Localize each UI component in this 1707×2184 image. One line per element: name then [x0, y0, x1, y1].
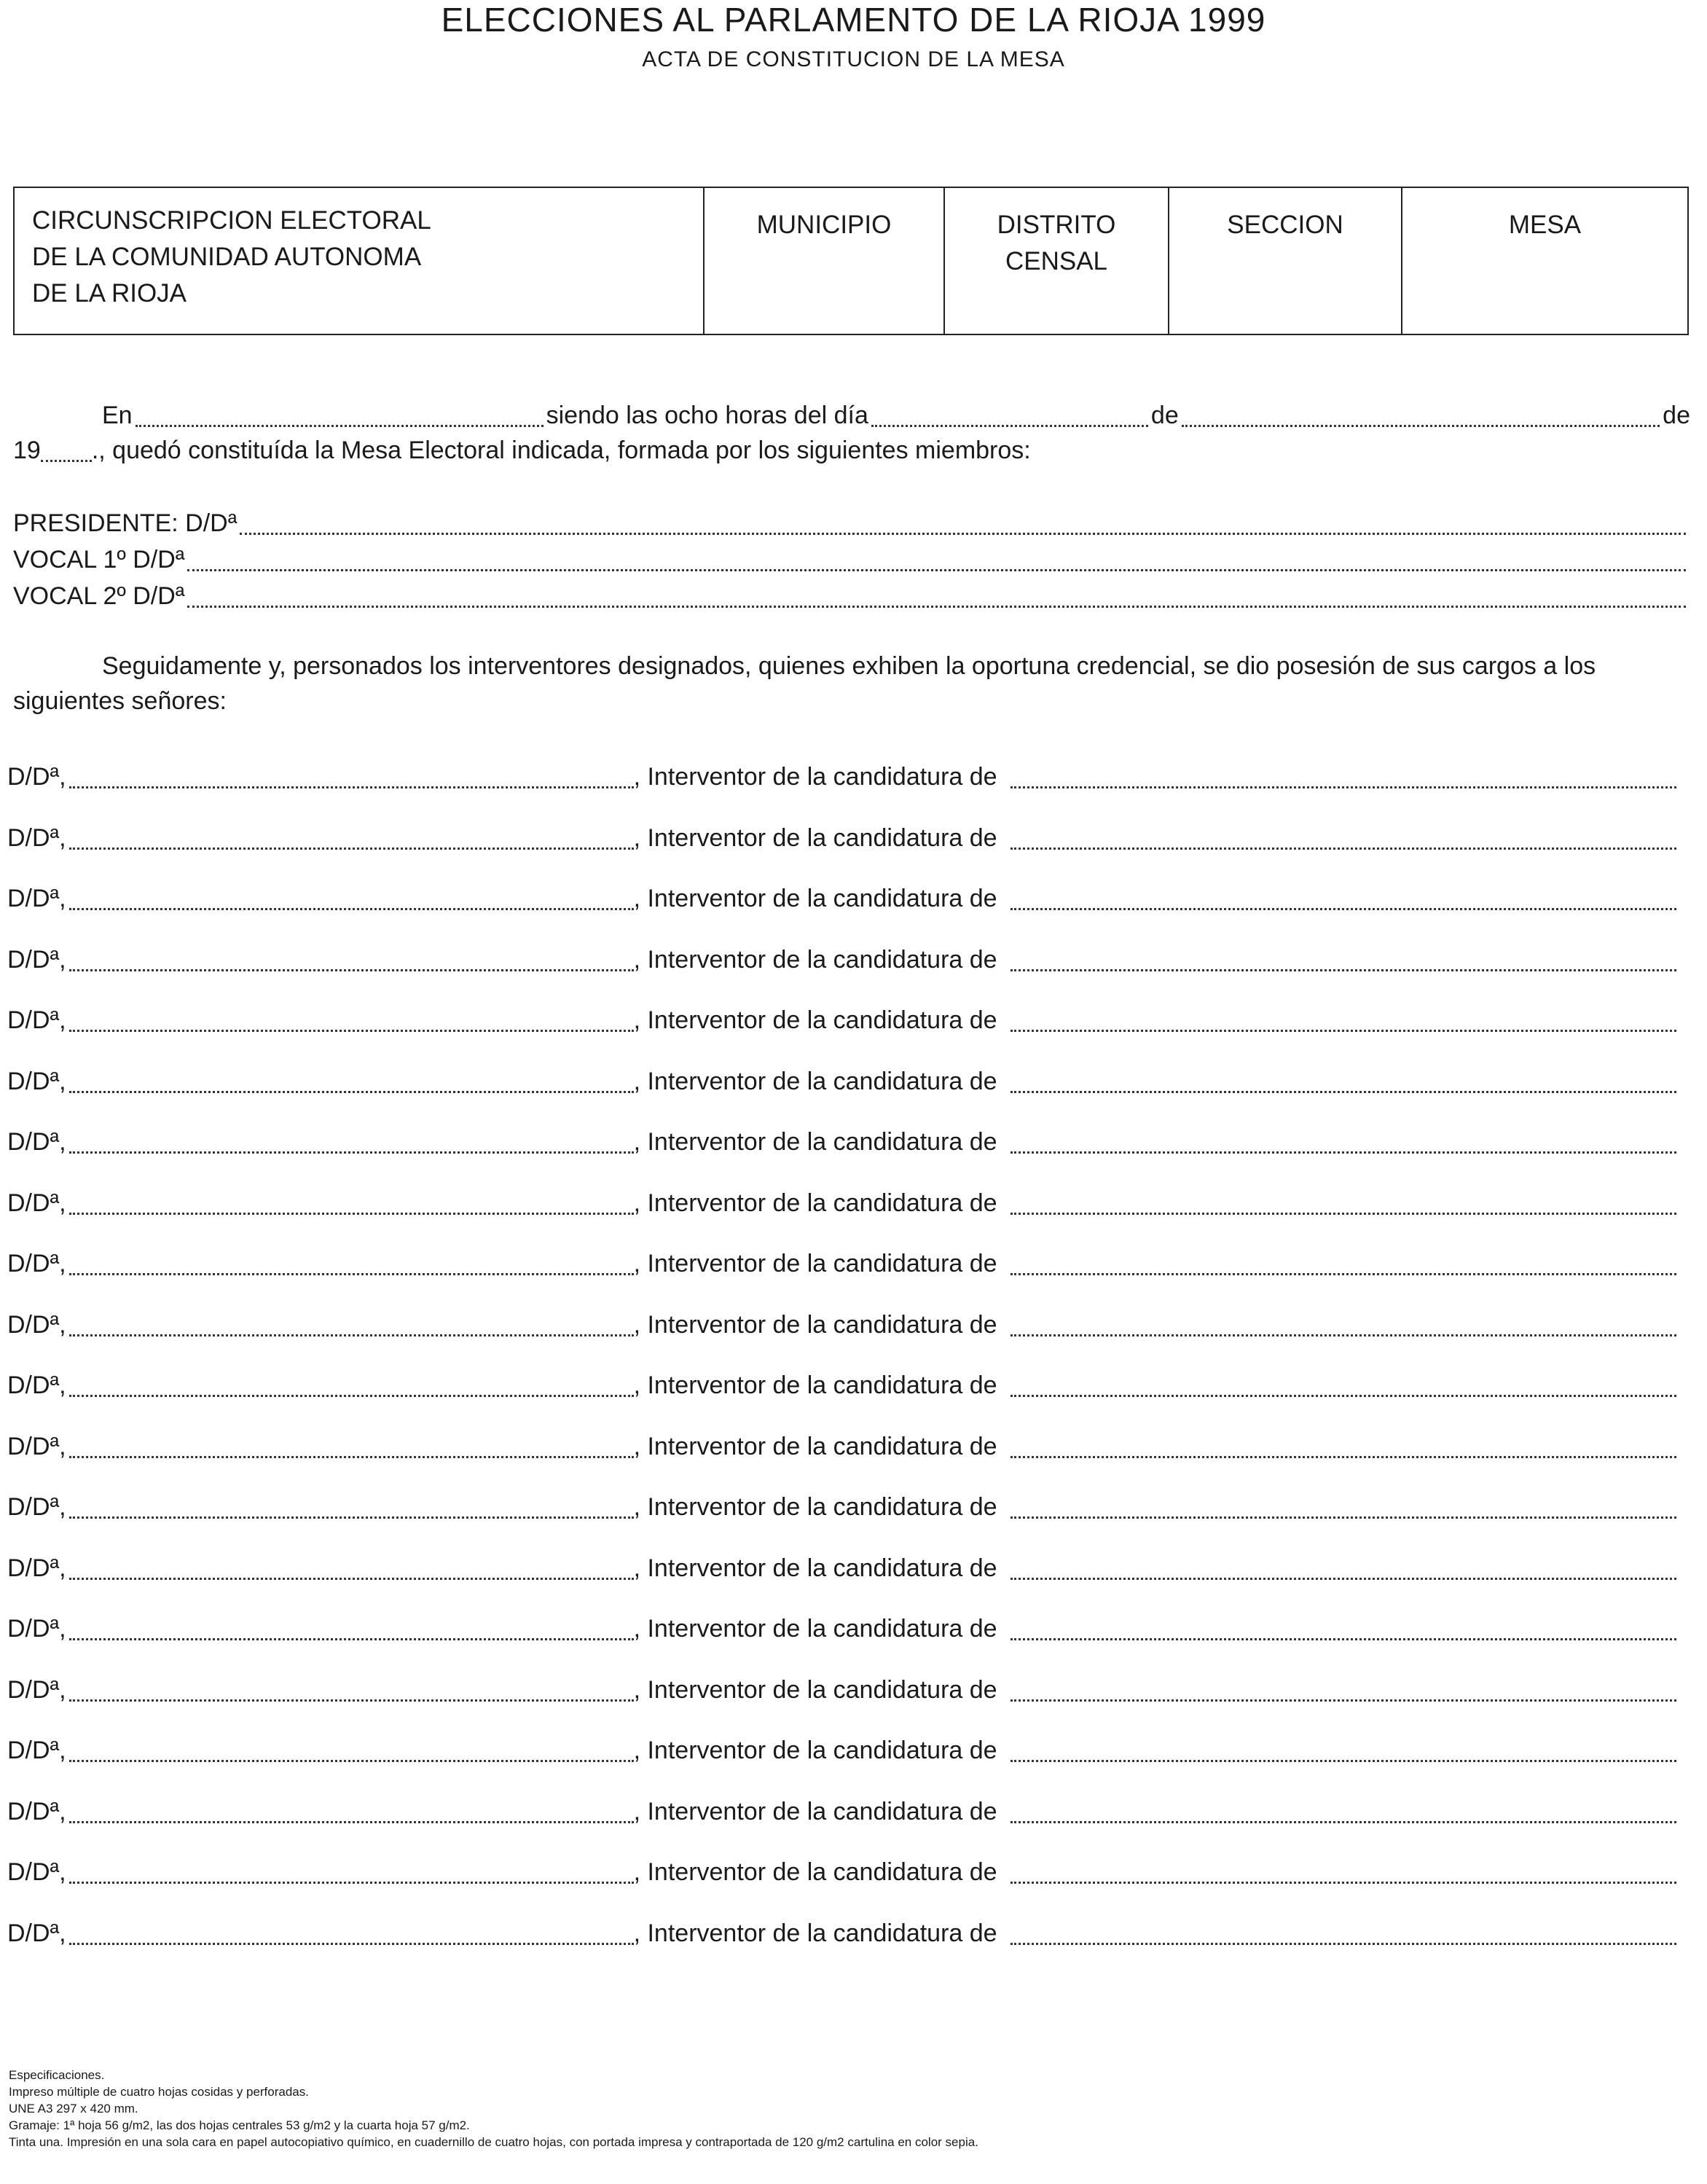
presidente-field[interactable] [240, 533, 1686, 535]
vocal2-field[interactable] [187, 606, 1686, 608]
interventor-prefix: D/Dª, [7, 1858, 66, 1886]
interventor-name-field[interactable] [69, 1943, 634, 1945]
en-label: En [102, 402, 133, 429]
interventor-row [7, 822, 1679, 854]
interventor-name-field[interactable] [69, 1213, 634, 1215]
interventor-name-field[interactable] [69, 1578, 634, 1580]
interventor-row [7, 1917, 1679, 1949]
interventor-name-field[interactable] [69, 1882, 634, 1884]
interventor-name-field[interactable] [69, 786, 634, 788]
candidatura-field[interactable] [1011, 1760, 1676, 1762]
interventor-label: , Interventor de la candidatura de [633, 1189, 997, 1217]
interventor-label: , Interventor de la candidatura de [633, 1676, 997, 1704]
candidatura-field[interactable] [1011, 1638, 1676, 1640]
interventor-name-field[interactable] [69, 848, 634, 850]
mesa-label: MESA [1508, 211, 1582, 239]
interventor-name-field[interactable] [69, 1334, 634, 1336]
interventor-row [7, 1126, 1679, 1158]
interventor-label: , Interventor de la candidatura de [633, 1858, 997, 1886]
specs-line-3: Gramaje: 1ª hoja 56 g/m2, las dos hojas centrales 53 g/m2 y la cuarta hoja 57 g/m2. [9, 2118, 470, 2132]
interventor-row [7, 1187, 1679, 1219]
candidatura-field[interactable] [1011, 908, 1676, 910]
interventor-row [7, 1552, 1679, 1584]
interventor-row [7, 1065, 1679, 1097]
candidatura-field[interactable] [1011, 1882, 1676, 1884]
interventor-label: , Interventor de la candidatura de [633, 1493, 997, 1521]
interventor-name-field[interactable] [69, 1091, 634, 1093]
candidatura-field[interactable] [1011, 1273, 1676, 1275]
interventor-label: , Interventor de la candidatura de [633, 1554, 997, 1582]
interventor-name-field[interactable] [69, 1699, 634, 1702]
interventor-name-field[interactable] [69, 1638, 634, 1640]
de-label-1: de [1150, 402, 1179, 429]
seccion-label: SECCION [1227, 211, 1343, 239]
specs-heading: Especificaciones. [9, 2068, 105, 2082]
candidatura-field[interactable] [1011, 1334, 1676, 1336]
interventor-label: , Interventor de la candidatura de [633, 1371, 997, 1399]
interventor-prefix: D/Dª, [7, 1068, 66, 1095]
candidatura-field[interactable] [1011, 1456, 1676, 1458]
constituida-text: ., quedó constituída la Mesa Electoral indicada, formada por los siguientes miembros: [91, 437, 1031, 464]
interventor-label: , Interventor de la candidatura de [633, 1798, 997, 1825]
siendo-label: siendo las ocho horas del día [546, 402, 868, 429]
interventor-prefix: D/Dª, [7, 824, 66, 852]
interventor-prefix: D/Dª, [7, 1554, 66, 1582]
interventor-label: , Interventor de la candidatura de [633, 763, 997, 791]
mesa-cell[interactable] [1401, 188, 1687, 334]
document-title: ELECCIONES AL PARLAMENTO DE LA RIOJA 1999 [441, 1, 1266, 39]
interventor-row [7, 1430, 1679, 1463]
interventor-prefix: D/Dª, [7, 946, 66, 974]
vocal1-label: VOCAL 1º D/Dª [13, 546, 185, 574]
candidatura-field[interactable] [1011, 1091, 1676, 1093]
interventor-row [7, 1491, 1679, 1523]
interventor-prefix: D/Dª, [7, 1737, 66, 1764]
interventor-name-field[interactable] [69, 1030, 634, 1032]
interventor-prefix: D/Dª, [7, 1798, 66, 1825]
interventor-prefix: D/Dª, [7, 1250, 66, 1277]
interventor-name-field[interactable] [69, 1151, 634, 1154]
vocal1-field[interactable] [187, 569, 1686, 571]
interventor-row [7, 1248, 1679, 1280]
specs-line-1: Impreso múltiple de cuatro hojas cosidas y perforadas. [9, 2085, 309, 2099]
interventor-name-field[interactable] [69, 1760, 634, 1762]
interventor-row [7, 1613, 1679, 1645]
interventor-label: , Interventor de la candidatura de [633, 1615, 997, 1643]
interventor-label: , Interventor de la candidatura de [633, 885, 997, 912]
interventor-label: , Interventor de la candidatura de [633, 1006, 997, 1034]
interventor-row [7, 1004, 1679, 1036]
circunscripcion-cell[interactable] [15, 188, 703, 334]
interventor-name-field[interactable] [69, 1516, 634, 1519]
presidente-label: PRESIDENTE: D/Dª [13, 509, 238, 537]
candidatura-field[interactable] [1011, 969, 1676, 971]
municipio-cell[interactable] [703, 188, 943, 334]
interventor-row [7, 761, 1679, 793]
interventor-label: , Interventor de la candidatura de [633, 1068, 997, 1095]
interventor-prefix: D/Dª, [7, 1433, 66, 1460]
candidatura-field[interactable] [1011, 1821, 1676, 1823]
distrito-cell[interactable] [943, 188, 1168, 334]
circunscripcion-label: CIRCUNSCRIPCION ELECTORAL DE LA COMUNIDAD AUTONOMA DE LA RIOJA [32, 206, 431, 308]
interventor-label: , Interventor de la candidatura de [633, 1919, 997, 1947]
intro-line-1 [102, 399, 1690, 431]
interventor-name-field[interactable] [69, 1456, 634, 1458]
interventor-prefix: D/Dª, [7, 1128, 66, 1156]
interventor-row [7, 944, 1679, 976]
interventor-prefix: D/Dª, [7, 1676, 66, 1704]
vocal1-line [13, 544, 1689, 576]
specs-line-4: Tinta una. Impresión en una sola cara en papel autocopiativo químico, en cuadernillo de cuatro hojas, con portada impresa y contraportada de 120 g/m2 cartulina en color sepia. [9, 2135, 978, 2149]
interventor-prefix: D/Dª, [7, 1919, 66, 1947]
vocal2-line [13, 580, 1689, 612]
document-subtitle: ACTA DE CONSTITUCION DE LA MESA [642, 47, 1065, 71]
seguidamente-paragraph: Seguidamente y, personados los interventores designados, quienes exhiben la oportuna credencial, se dio posesión de sus cargos a los siguientes señores: [13, 652, 1596, 715]
candidatura-field[interactable] [1011, 1516, 1676, 1519]
candidatura-field[interactable] [1011, 1578, 1676, 1580]
interventor-label: , Interventor de la candidatura de [633, 1128, 997, 1156]
candidatura-field[interactable] [1011, 1395, 1676, 1397]
interventor-name-field[interactable] [69, 908, 634, 910]
interventor-label: , Interventor de la candidatura de [633, 1250, 997, 1277]
specifications [9, 2067, 1684, 2150]
interventor-name-field[interactable] [69, 1821, 634, 1823]
interventor-row [7, 1674, 1679, 1706]
lugar-field[interactable] [136, 425, 544, 427]
interventor-row [7, 1856, 1679, 1888]
interventor-prefix: D/Dª, [7, 1006, 66, 1034]
interventor-prefix: D/Dª, [7, 1311, 66, 1339]
interventor-prefix: D/Dª, [7, 1189, 66, 1217]
distrito-label: DISTRITO CENSAL [997, 211, 1116, 275]
interventor-row [7, 1796, 1679, 1828]
municipio-label: MUNICIPIO [756, 211, 892, 239]
interventor-label: , Interventor de la candidatura de [633, 946, 997, 974]
presidente-line [13, 507, 1689, 539]
candidatura-field[interactable] [1011, 1699, 1676, 1702]
interventor-name-field[interactable] [69, 1395, 634, 1397]
specs-line-2: UNE A3 297 x 420 mm. [9, 2102, 138, 2115]
interventor-name-field[interactable] [69, 1273, 634, 1275]
interventor-prefix: D/Dª, [7, 1371, 66, 1399]
de-label-2: de [1663, 402, 1690, 429]
candidatura-field[interactable] [1011, 1943, 1676, 1945]
candidatura-field[interactable] [1011, 848, 1676, 850]
interventor-name-field[interactable] [69, 969, 634, 971]
interventor-label: , Interventor de la candidatura de [633, 824, 997, 852]
mes-field[interactable] [1182, 425, 1660, 427]
interventor-label: , Interventor de la candidatura de [633, 1311, 997, 1339]
interventor-prefix: D/Dª, [7, 1493, 66, 1521]
dia-field[interactable] [871, 425, 1148, 427]
candidatura-field[interactable] [1011, 1213, 1676, 1215]
interventor-row [7, 882, 1679, 915]
vocal2-label: VOCAL 2º D/Dª [13, 582, 185, 610]
candidatura-field[interactable] [1011, 1030, 1676, 1032]
candidatura-field[interactable] [1011, 786, 1676, 788]
candidatura-field[interactable] [1011, 1151, 1676, 1154]
interventor-row [7, 1369, 1679, 1401]
intro-line-2 [13, 434, 1689, 466]
year-field[interactable] [41, 460, 92, 462]
interventor-label: , Interventor de la candidatura de [633, 1433, 997, 1460]
interventor-prefix: D/Dª, [7, 1615, 66, 1643]
header-box [13, 187, 1689, 335]
seccion-cell[interactable] [1168, 188, 1401, 334]
interventor-prefix: D/Dª, [7, 763, 66, 791]
interventor-label: , Interventor de la candidatura de [633, 1737, 997, 1764]
interventor-row [7, 1734, 1679, 1766]
interventor-prefix: D/Dª, [7, 885, 66, 912]
year-prefix: 19 [13, 437, 41, 464]
interventor-row [7, 1309, 1679, 1341]
